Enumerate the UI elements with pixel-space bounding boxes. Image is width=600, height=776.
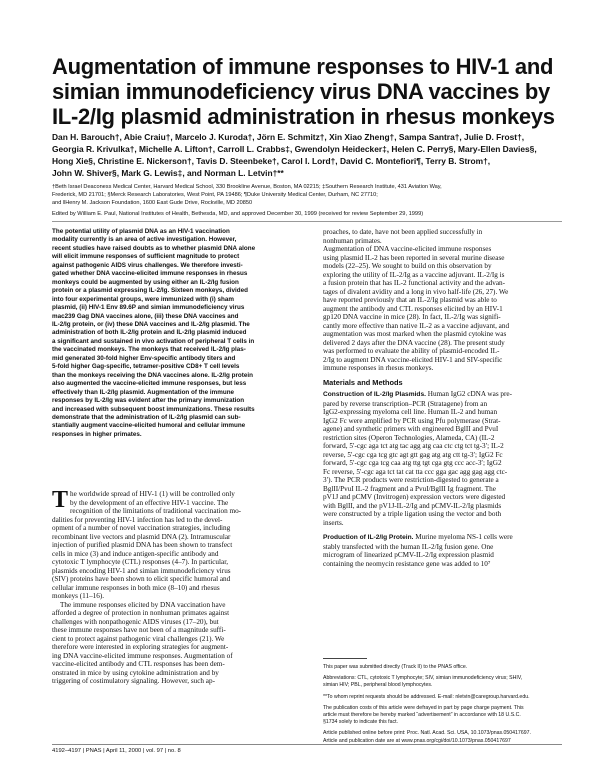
- body-line: pared by reverse transcription–PCR (Stratagene) from an: [323, 399, 488, 408]
- page-footer: 4192–4197 | PNAS | April 11, 2000 | vol. 97 | no. 8: [52, 744, 562, 754]
- abstract-line: will elicit immune responses of sufficient magnitude to protect: [52, 253, 240, 261]
- abstract-line: 5-fold higher Gag-specific, tetramer-positive CD8+ T cell levels: [52, 363, 240, 371]
- body-line: IgG2-expressing myeloma cell line. Human IL-2 and human: [323, 408, 498, 416]
- body-line: was performed to evaluate the ability of plasmid-encoded IL-: [323, 347, 500, 355]
- body-line: 3′). The PCR products were restriction-digested to generate a: [323, 476, 499, 484]
- intro-line: cellular immune responses in both mice (8–10) and rhesus: [52, 583, 220, 592]
- abstract-line: also augmented the vaccine-elicited immune responses, but less: [52, 380, 247, 388]
- abstract-line: administration of both IL-2/Ig protein and IL-2/Ig plasmid induced: [52, 329, 247, 337]
- abstract-line: demonstrate that the administration of IL-2/Ig plasmid can sub-: [52, 413, 241, 421]
- body-line: agene) and synthetic primers with engineered BglII and PvuI: [323, 425, 499, 433]
- intro-line: afforded a degree of protection in nonhuman primates against: [52, 609, 230, 617]
- abstract-line: plasmid, (ii) HIV-1 Env 89.6P and simian immunodeficiency virus: [52, 304, 245, 312]
- intro-line: onstrated in mice by using cytokine administration and by: [52, 668, 219, 677]
- intro-line: he worldwide spread of HIV-1 (1) will be controlled only: [70, 490, 235, 498]
- body-line: [323, 390, 563, 400]
- intro-line: monkeys (11–16).: [52, 592, 105, 600]
- intro-line: recognition of the limitations of traditional vaccination mo-: [70, 507, 242, 515]
- affiliation-line: and ‖Henry M. Jackson Foundation, 1600 East Gude Drive, Rockville, MD 20850: [52, 200, 253, 207]
- author-list: [52, 131, 562, 179]
- header-rule: [52, 221, 562, 222]
- body-line: Fc reverse, 5′-cgc aga tct tat cat tta ccc gga gac agg gag agg ctc-: [323, 467, 508, 476]
- body-line: [323, 533, 563, 543]
- footnote-line: **To whom reprint requests should be addressed. E-mail: nletvin@caregroup.harvard.edu.: [323, 693, 530, 700]
- intro-line: cytotoxic T lymphocyte (CTL) responses (4–7). In particular,: [52, 558, 229, 566]
- body-line: restriction sites (Operon Technologies, Alameda, CA) (IL-2: [323, 433, 495, 442]
- edited-by-line: Edited by William E. Paul, National Institutes of Health, Bethesda, MD, and approved December 30, 1999 (received for review September 29, 1999): [52, 211, 424, 217]
- intro-line: injection of purified plasmid DNA has been shown to transfect: [52, 541, 233, 549]
- intro-line: triggering of costimulatory signaling. However, such ap-: [52, 677, 215, 685]
- body-line: Augmentation of DNA vaccine-elicited immune responses: [323, 245, 492, 253]
- intro-line: challenges with nonpathogenic AIDS viruses (17–20), but: [52, 617, 219, 626]
- footnote-line: Abbreviations: CTL, cytotoxic T lymphocyte; SIV, simian immunodeficiency virus; SHIV,: [323, 675, 523, 682]
- intro-line: (SIV) proteins have been shown to elicit specific humoral and: [52, 575, 231, 583]
- author-line: John W. Shiver§, Mark G. Lewis‡, and Norman L. Letvin†**: [52, 168, 284, 178]
- body-text: Human IgG2 cDNA was pre-: [425, 390, 512, 398]
- intro-line: plasmids encoding HIV-1 and simian immunodeficiency virus: [52, 566, 231, 575]
- body-line: augment the antibody and CTL responses elicited by an HIV-1: [323, 304, 503, 313]
- intro-line: these immune responses have not been of a magnitude suffi-: [52, 626, 226, 634]
- body-line: BglII/PvuI IL-2 fragment and a PvuI/BglII Ig fragment. The: [323, 484, 496, 493]
- abstract-line: monkeys could be augmented by using either an IL-2/Ig fusion: [52, 278, 239, 286]
- body-line: gp120 DNA vaccine in mice (28). In fact, IL-2/Ig was signifi-: [323, 313, 501, 321]
- body-line: proaches, to date, have not been applied successfully in: [323, 228, 483, 236]
- body-line: cantly more effective than native IL-2 as a vaccine adjuvant, and: [323, 321, 510, 330]
- intro-line: ing DNA vaccine-elicited immune responses. Augmentation of: [52, 651, 233, 660]
- body-line: augmentation was most marked when the plasmid cytokine was: [323, 330, 507, 338]
- footnote-line: This paper was submitted directly (Track II) to the PNAS office.: [323, 664, 468, 670]
- abstract-line: IL-2/Ig protein, or (iv) these DNA vaccines and IL-2/Ig plasmid. The: [52, 320, 250, 328]
- author-line: Dan H. Barouch†, Abie Craiu†, Marcelo J. Kuroda†, Jörn E. Schmitz†, Xin Xiao Zheng†, Sampa Santra†, Julie D. Frost†,: [52, 132, 525, 142]
- abstract-line: a significant and sustained in vivo activation of peripheral T cells in: [52, 337, 255, 345]
- section-heading: Materials and Methods: [323, 377, 403, 387]
- abstract-line: modality currently is an area of active investigation. However,: [52, 236, 237, 244]
- body-line: exploring the utility of IL-2/Ig as a vaccine adjuvant. IL-2/Ig is: [323, 270, 505, 279]
- intro-line: The immune responses elicited by DNA vaccination have: [60, 600, 226, 609]
- body-line: using plasmid IL-2 has been reported in several murine disease: [323, 253, 505, 262]
- intro-line: by the development of an effective HIV-1 vaccine. The: [70, 498, 229, 507]
- footnotes: [323, 664, 563, 745]
- subsection-heading: Construction of IL-2/Ig Plasmids.: [323, 391, 426, 398]
- intro-line: therefore were interested in exploring strategies for augment-: [52, 643, 229, 651]
- body-line: pV1J and pCMV (Invitrogen) expression vectors were digested: [323, 493, 506, 501]
- abstract-line: mid generated 30-fold higher Env-specific antibody titers and: [52, 354, 236, 362]
- footnote-line: Article published online before print: Proc. Natl. Acad. Sci. USA, 10.1073/pnas.050417697.: [323, 730, 531, 737]
- paper-title: [52, 54, 562, 129]
- affiliation-line: †Beth Israel Deaconess Medical Center, Harvard Medical School, 330 Brookline Avenue, Boston, MA 02215; ‡Southern Research Institute, 431 Aviation Way,: [52, 184, 442, 190]
- abstract: [52, 228, 289, 439]
- intro-line: cells in mice (3) and induce antigen-specific antibody and: [52, 549, 219, 558]
- body-line: tages of divalent avidity and a long in vivo half-life (26, 27). We: [323, 287, 509, 296]
- title-line: simian immunodeficiency virus DNA vaccines by: [52, 79, 550, 104]
- body-line: containing the neomycin resistance gene was added to 10⁷: [323, 559, 491, 568]
- title-line: Augmentation of immune responses to HIV-1 and: [52, 54, 554, 79]
- title-line: IL-2/Ig plasmid administration in rhesus monkeys: [52, 104, 555, 129]
- author-line: Hong Xie§, Christine E. Nickerson†, Tavis D. Steenbeke†, Carol I. Lord†, David C. Montefiori¶, Terry B. Strom†,: [52, 156, 491, 166]
- abstract-line: and increased with subsequent boost immunizations. These results: [52, 405, 255, 413]
- introduction-text: [52, 487, 289, 686]
- body-line: have reported previously that an IL-2/Ig plasmid was able to: [323, 296, 497, 304]
- affiliation-line: Frederick, MD 21701; §Merck Research Laboratories, West Point, PA 19486; ¶Duke University Medical Center, Durham, NC 27710;: [52, 192, 378, 199]
- body-line: were constructed by a triple ligation using the vector and both: [323, 510, 502, 518]
- intro-line: vaccine-elicited antibody and CTL responses has been dem-: [52, 660, 225, 668]
- footnote-line: article must therefore be hereby marked “advertisement” in accordance with 18 U.S.C.: [323, 712, 521, 719]
- body-line: models (22–25). We sought to build on this observation by: [323, 262, 492, 270]
- body-line: delivered 2 days after the DNA vaccine (28). The present study: [323, 338, 505, 347]
- abstract-line: protein or a plasmid expressing IL-2/Ig. Sixteen monkeys, divided: [52, 287, 248, 295]
- footnote-rule: [323, 658, 367, 659]
- intro-line: dalities for preventing HIV-1 infection has led to the devel-: [52, 515, 223, 524]
- body-line: stably transfected with the human IL-2/Ig fusion gene. One: [323, 542, 494, 551]
- abstract-line: than the monkeys receiving the DNA vaccines alone. IL-2/Ig protein: [52, 371, 253, 379]
- abstract-line: The potential utility of plasmid DNA as an HIV-1 vaccination: [52, 228, 230, 235]
- abstract-line: into four experimental groups, were immunized with (i) sham: [52, 295, 234, 303]
- body-line: reverse, 5′-cgc cga tcg gtc agt gtt gag atg atg ctt tg-3′; IgG2 Fc: [323, 450, 503, 459]
- right-column-text: [323, 228, 563, 568]
- body-line: with BglII, and the pV1J-IL-2/Ig and pCMV-IL-2/Ig plasmids: [323, 501, 502, 510]
- affiliations: [52, 183, 562, 208]
- body-text: Murine myeloma NS-1 cells were: [413, 533, 513, 541]
- intro-line: opment of a number of novel vaccination strategies, including: [52, 524, 231, 532]
- body-line: forward, 5′-cgc cga tcg caa atg ttg tgt cga gtg ccc acc-3′; IgG2: [323, 459, 502, 467]
- drop-cap: T: [52, 487, 69, 513]
- abstract-line: the vaccinated monkeys. The monkeys that received IL-2/Ig plas-: [52, 346, 246, 354]
- abstract-line: responses by IL-2/Ig was evident after the primary immunization: [52, 397, 245, 405]
- body-line: IgG2 Fc were amplified by PCR using Pfu polymerase (Strat-: [323, 416, 501, 425]
- abstract-line: against pathogenic AIDS virus challenges. We therefore investi-: [52, 261, 243, 269]
- footnote-line: §1734 solely to indicate this fact.: [323, 719, 398, 726]
- footnote-line: simian HIV; PBL, peripheral blood lymphocytes.: [323, 682, 433, 689]
- body-line: microgram of linearized pCMV-IL-2/Ig expression plasmid: [323, 551, 494, 559]
- abstract-line: responses in higher primates.: [52, 430, 142, 438]
- intro-line: recombinant live vectors and plasmid DNA (2). Intramuscular: [52, 532, 231, 541]
- body-line: 2/Ig to augment DNA vaccine-elicited HIV-1 and SIV-specific: [323, 355, 503, 364]
- abstract-line: mac239 Gag DNA vaccines alone, (iii) these DNA vaccines and: [52, 312, 239, 320]
- body-line: nonhuman primates.: [323, 236, 382, 245]
- intro-line: cient to protect against pathogenic viral challenges (21). We: [52, 634, 225, 643]
- body-line: inserts.: [323, 518, 344, 527]
- subsection-heading: Production of IL-2/Ig Protein.: [323, 534, 414, 541]
- abstract-line: recent studies have raised doubts as to whether plasmid DNA alone: [52, 244, 256, 252]
- abstract-line: stantially augment vaccine-elicited humoral and cellular immune: [52, 422, 246, 430]
- abstract-line: gated whether DNA vaccine-elicited immune responses in rhesus: [52, 270, 248, 278]
- body-line: forward, 5′-cgc aga tct atg tac agg atg caa ctc ctg tct tg-3′; IL-2: [323, 442, 504, 450]
- footnote-line: Article and publication date are at www.pnas.org/cgi/doi/10.1073/pnas.050417697: [323, 737, 511, 744]
- abstract-line: effectively than IL-2/Ig plasmid. Augmentation of the immune: [52, 388, 235, 396]
- body-line: immune responses in rhesus monkeys.: [323, 364, 434, 372]
- body-line: a fusion protein that has IL-2 functional activity and the advan-: [323, 279, 506, 287]
- footnote-line: The publication costs of this article were defrayed in part by page charge payment. This: [323, 704, 524, 711]
- author-line: Georgia R. Krivulka†, Michelle A. Lifton†, Carroll L. Crabbs‡, Gwendolyn Heidecker‡, Helen C. Perry§, Mary-Ellen Davies§,: [52, 144, 537, 154]
